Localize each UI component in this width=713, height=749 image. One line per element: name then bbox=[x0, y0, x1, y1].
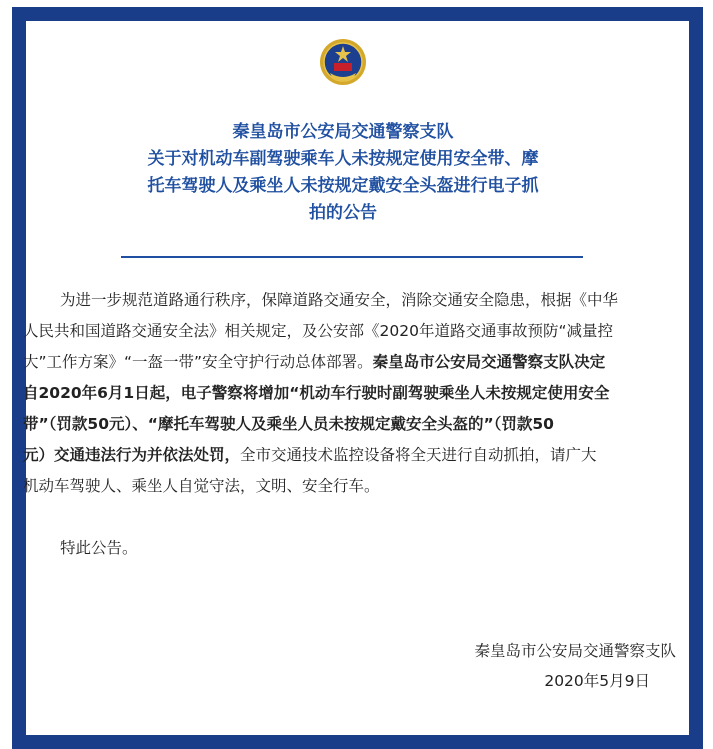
signature-org: 秦皇岛市公安局交通警察支队 bbox=[474, 642, 676, 660]
paragraph-1-line-4: 自2020年6月1日起，电子警察将增加“机动车行驶时副驾驶乘坐人未按规定使用安全 bbox=[23, 384, 610, 402]
paragraph-1-line-2: 人民共和国道路交通安全法》相关规定，及公安部《2020年道路交通事故预防“减量控 bbox=[23, 322, 613, 340]
paragraph-1-line-3 bbox=[23, 347, 683, 378]
notice-body bbox=[23, 285, 683, 564]
paragraph-1-line-5: 带”（罚款50元）、“摩托车驾驶人及乘坐人员未按规定戴安全头盔的”（罚款50 bbox=[23, 415, 554, 433]
title-line-4: 拍的公告 bbox=[309, 203, 377, 223]
signature-block bbox=[474, 636, 676, 696]
signature-date: 2020年5月9日 bbox=[544, 672, 650, 690]
notice-title bbox=[60, 119, 626, 227]
line-6-bold: 元）交通违法行为并依法处罚， bbox=[23, 446, 241, 464]
title-line-3: 托车驾驶人及乘坐人未按规定戴安全头盔进行电子抓 bbox=[147, 176, 539, 196]
paragraph-2: 特此公告。 bbox=[60, 539, 138, 557]
paragraph-1-line-7: 机动车驾驶人、乘坐人自觉守法，文明、安全行车。 bbox=[23, 477, 380, 495]
title-divider bbox=[121, 256, 583, 258]
line-3-regular: 大”工作方案》“一盔一带”安全守护行动总体部署。 bbox=[23, 353, 373, 371]
spacer bbox=[23, 502, 683, 533]
paragraph-1-line-1: 为进一步规范道路通行秩序，保障道路交通安全，消除交通安全隐患，根据《中华 bbox=[60, 291, 619, 309]
paragraph-1-line-6 bbox=[23, 440, 683, 471]
line-6-regular: 全市交通技术监控设备将全天进行自动抓拍，请广大 bbox=[240, 446, 597, 464]
police-emblem-icon bbox=[318, 37, 368, 87]
title-line-1: 秦皇岛市公安局交通警察支队 bbox=[232, 122, 454, 142]
line-3-bold: 秦皇岛市公安局交通警察支队决定 bbox=[372, 353, 606, 371]
title-line-2: 关于对机动车副驾驶乘车人未按规定使用安全带、摩 bbox=[147, 149, 539, 169]
